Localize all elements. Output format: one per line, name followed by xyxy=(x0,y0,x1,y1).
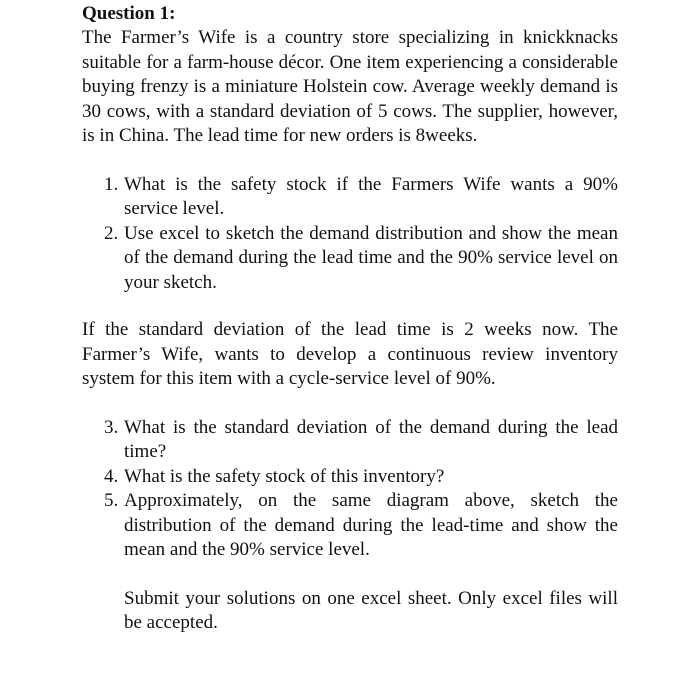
list-item xyxy=(82,416,618,465)
question-list-part1 xyxy=(82,173,618,296)
list-item-text: What is the safety stock if the Farmers Wife wants a 90% service level. xyxy=(124,173,618,219)
list-item-text: What is the standard deviation of the demand during the lead time? xyxy=(124,416,618,462)
list-item-text: What is the safety stock of this inventory? xyxy=(124,465,445,487)
list-item xyxy=(82,489,618,563)
list-item-number: 1. xyxy=(104,173,119,195)
list-item xyxy=(82,173,618,222)
question-list-part2 xyxy=(82,416,618,563)
list-item-number: 2. xyxy=(104,222,119,244)
list-item-text: Approximately, on the same diagram above, sketch the distribution of the demand during the lead-time and show the mean and the 90% service level. xyxy=(124,490,618,560)
list-item-number: 4. xyxy=(104,465,119,487)
question-title: Question 1: xyxy=(82,3,176,24)
list-item-number: 5. xyxy=(104,490,119,511)
list-item xyxy=(82,465,618,490)
middle-paragraph: If the standard deviation of the lead time is 2 weeks now. The Farmer’s Wife, wants to develop a continuous review inventory system for this item with a cycle-service level of 90%. xyxy=(82,319,618,389)
list-item-number: 3. xyxy=(104,416,119,438)
submission-note: Submit your solutions on one excel sheet. Only excel files will be accepted. xyxy=(124,587,618,633)
document-page xyxy=(82,0,618,655)
intro-paragraph: The Farmer’s Wife is a country store specializing in knickknacks suitable for a farm-house décor. One item experiencing a considerable buying frenzy is a miniature Holstein cow. Average weekly demand is 30 cows, with a standard deviation of 5 cows. The supplier, however, is in China. The lead time for new orders is 8weeks. xyxy=(82,27,618,146)
list-item-text: Use excel to sketch the demand distribution and show the mean of the demand during the lead time and the 90% service level on your sketch. xyxy=(124,222,618,293)
list-item xyxy=(82,222,618,296)
